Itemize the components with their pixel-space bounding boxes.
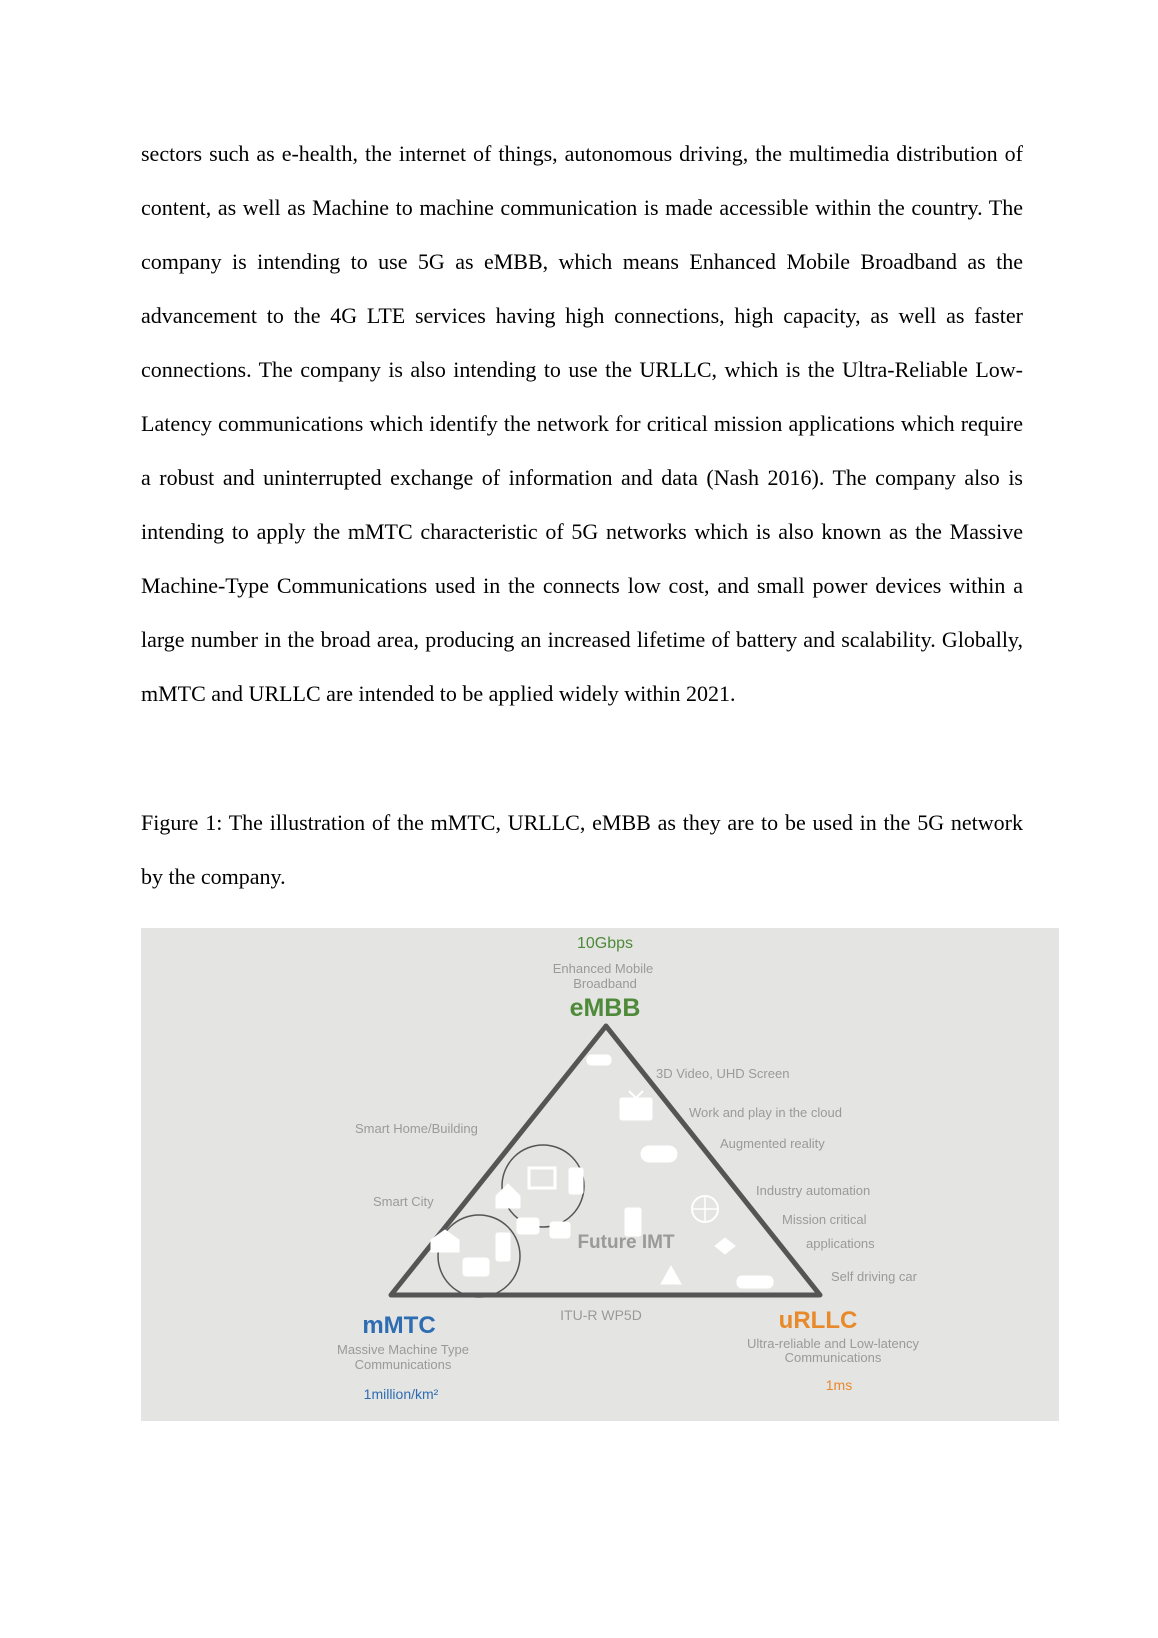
urllc-desc-line2: Communications bbox=[784, 1350, 882, 1365]
mmtc-rate: 1million/km² bbox=[363, 1386, 439, 1402]
label-augmented-reality: Augmented reality bbox=[720, 1136, 825, 1151]
label-cloud: Work and play in the cloud bbox=[689, 1105, 842, 1120]
drone-icon bbox=[715, 1238, 735, 1254]
monitor-icon bbox=[529, 1168, 555, 1188]
future-imt-label: Future IMT bbox=[577, 1232, 675, 1253]
plane-icon bbox=[661, 1266, 681, 1284]
embb-title: eMBB bbox=[569, 994, 641, 1022]
embb-desc-line2: Broadband bbox=[573, 976, 637, 991]
embb-rate: 10Gbps bbox=[576, 935, 634, 952]
phone-icon bbox=[569, 1168, 583, 1194]
label-3d-video: 3D Video, UHD Screen bbox=[656, 1066, 790, 1081]
label-mission-critical: Mission critical bbox=[782, 1212, 867, 1227]
figure-5g-triangle bbox=[141, 928, 1059, 1421]
camera-icon bbox=[517, 1218, 539, 1234]
house-icon bbox=[496, 1184, 520, 1208]
itu-label: ITU-R WP5D bbox=[560, 1307, 642, 1323]
label-self-driving-car: Self driving car bbox=[831, 1269, 917, 1284]
urllc-rate: 1ms bbox=[825, 1377, 853, 1393]
mmtc-title: mMTC bbox=[362, 1312, 436, 1339]
urllc-desc-line1: Ultra-reliable and Low-latency bbox=[747, 1336, 919, 1351]
appliance-icon bbox=[550, 1222, 570, 1238]
embb-desc-line1: Enhanced Mobile bbox=[552, 961, 654, 976]
label-industry-automation: Industry automation bbox=[756, 1183, 871, 1198]
tv-icon bbox=[620, 1098, 652, 1120]
mmtc-desc-line1: Massive Machine Type bbox=[337, 1342, 469, 1357]
gamepad-icon bbox=[641, 1146, 677, 1162]
figure-diagram bbox=[141, 928, 1059, 1421]
bus-icon bbox=[463, 1258, 489, 1276]
vr-glasses-icon bbox=[587, 1055, 611, 1065]
mmtc-desc-line2: Communications bbox=[354, 1357, 452, 1372]
label-applications: applications bbox=[806, 1236, 875, 1251]
label-smart-home: Smart Home/Building bbox=[355, 1121, 478, 1136]
body-paragraph: sectors such as e-health, the internet of things, autonomous driving, the multimedia distribution of content, as well as Machine to machine communication is made accessible within the country. The company is intending to use 5G as eMBB, which means Enhanced Mobile Broadband as the advancement to the 4G LTE services having high connections, high capacity, as well as faster connections. The company is also intending to use the URLLC, which is the Ultra-Reliable Low-Latency communications which identify the network for critical mission applications which require a robust and uninterrupted exchange of information and data (Nash 2016). The company also is intending to apply the mMTC characteristic of 5G networks which is also known as the Massive Machine-Type Communications used in the connects low cost, and small power devices within a large number in the broad area, producing an increased lifetime of battery and scalability. Globally, mMTC and URLLC are intended to be applied widely within 2021. bbox=[141, 141, 1023, 706]
figure-caption: Figure 1: The illustration of the mMTC, URLLC, eMBB as they are to be used in the 5G network by the company. bbox=[141, 810, 1023, 889]
building-icon bbox=[431, 1230, 459, 1252]
car-icon bbox=[737, 1276, 773, 1288]
label-smart-city: Smart City bbox=[373, 1194, 434, 1209]
urllc-title: uRLLC bbox=[778, 1307, 858, 1334]
tv-antenna-icon bbox=[629, 1091, 643, 1098]
meter-icon bbox=[496, 1233, 510, 1261]
